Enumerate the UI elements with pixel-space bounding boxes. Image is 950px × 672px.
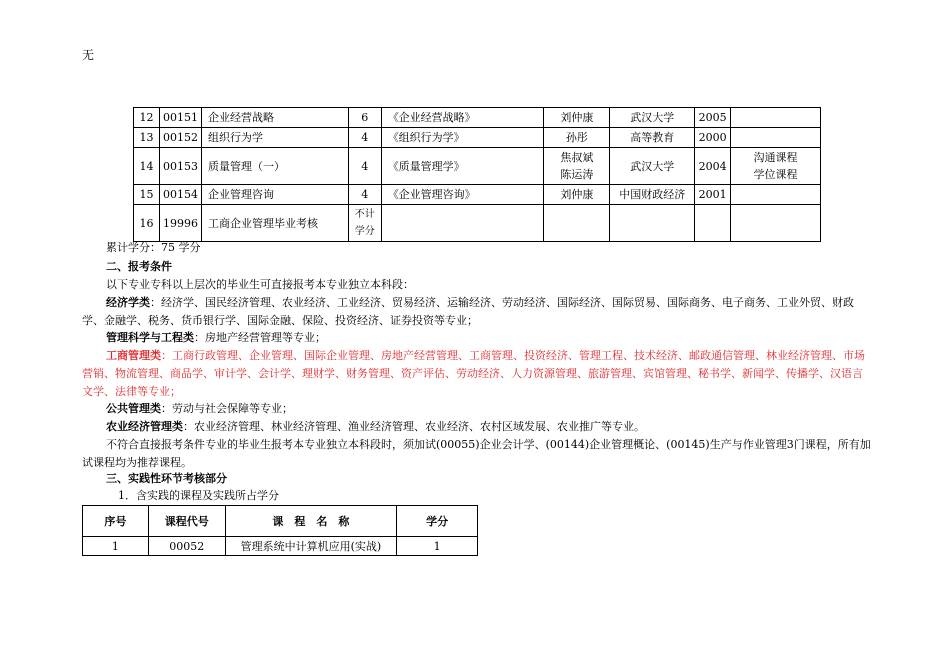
course-credit-cell: 不计 学分: [348, 205, 381, 242]
course-credit-cell: 4: [348, 185, 381, 205]
public-mgmt-label: 公共管理类: [106, 402, 161, 415]
section3-title: 三、实践性环节考核部分: [106, 472, 227, 485]
course-code-cell: 00154: [159, 185, 201, 205]
course-code-cell: 19996: [159, 205, 201, 242]
practice-header-credit: 学分: [397, 506, 478, 537]
course-no-cell: 12: [134, 108, 160, 128]
practice-cell-no: 1: [83, 537, 149, 556]
course-note-cell: [731, 205, 821, 242]
section3-sub: 1．含实践的课程及实践所占学分: [118, 489, 279, 502]
economics-paragraph: [82, 294, 872, 330]
course-table: [133, 107, 821, 242]
table-row: [134, 128, 821, 148]
course-no-cell: 13: [134, 128, 160, 148]
course-textbook-cell: 《企业经营战略》: [381, 108, 544, 128]
table-row: [134, 205, 821, 242]
course-year-cell: 2001: [695, 185, 731, 205]
course-publisher-cell: 高等教育: [610, 128, 695, 148]
course-no-cell: 16: [134, 205, 160, 242]
course-author-cell: 刘仲康: [544, 108, 610, 128]
section2-intro: 以下专业专科以上层次的毕业生可直接报考本专业独立本科段：: [106, 278, 414, 291]
practice-cell-name: 管理系统中计算机应用(实战): [225, 537, 397, 556]
practice-cell-credit: 1: [397, 537, 478, 556]
table-row: [134, 108, 821, 128]
mgmt-sci-label: 管理科学与工程类: [106, 331, 194, 344]
course-year-cell: 2000: [695, 128, 731, 148]
section2-title: 二、报考条件: [106, 260, 172, 273]
course-note-cell: 沟通课程 学位课程: [731, 148, 821, 185]
agri-mgmt-paragraph: [82, 418, 872, 436]
total-credits: 累计学分：75 学分: [106, 241, 201, 254]
course-author-cell: 刘仲康: [544, 185, 610, 205]
course-code-cell: 00152: [159, 128, 201, 148]
public-mgmt-paragraph: [82, 400, 872, 418]
course-name-cell: 质量管理（一）: [201, 148, 348, 185]
course-author-cell: 焦叔斌 陈运涛: [544, 148, 610, 185]
economics-text: ：经济学、国民经济管理、农业经济、工业经济、贸易经济、运输经济、劳动经济、国际经济、国际贸易、国际商务、电子商务、工业外贸、财政学、金融学、税务、货币银行学、国际金融、保险、投资经济、证券投资等专业；: [82, 296, 854, 327]
course-note-cell: [731, 185, 821, 205]
practice-table: [82, 505, 478, 556]
course-code-cell: 00151: [159, 108, 201, 128]
economics-label: 经济学类: [106, 296, 150, 309]
course-code-cell: 00153: [159, 148, 201, 185]
course-name-cell: 企业管理咨询: [201, 185, 348, 205]
course-textbook-cell: [381, 205, 544, 242]
course-note-cell: [731, 108, 821, 128]
mgmt-sci-text: ：房地产经营管理等专业；: [194, 331, 326, 344]
table-row: [134, 185, 821, 205]
biz-mgmt-text: ：工商行政管理、企业管理、国际企业管理、房地产经营管理、工商管理、投资经济、管理工程、技术经济、邮政通信管理、林业经济管理、市场营销、物流管理、商品学、审计学、会计学、理财学、财务管理、资产评估、劳动经济、人力资源管理、旅游管理、宾馆管理、秘书学、新闻学、传播学、汉语言文学、法律等专业；: [82, 349, 865, 398]
course-author-cell: 孙彤: [544, 128, 610, 148]
course-publisher-cell: 中国财政经济: [610, 185, 695, 205]
course-author-cell: [544, 205, 610, 242]
course-no-cell: 15: [134, 185, 160, 205]
course-credit-cell: 4: [348, 148, 381, 185]
course-year-cell: 2004: [695, 148, 731, 185]
table-row: [83, 537, 478, 556]
course-name-cell: 企业经营战略: [201, 108, 348, 128]
public-mgmt-text: ：劳动与社会保障等专业；: [161, 402, 293, 415]
course-textbook-cell: 《企业管理咨询》: [381, 185, 544, 205]
course-year-cell: [695, 205, 731, 242]
course-name-cell: 工商企业管理毕业考核: [201, 205, 348, 242]
agri-mgmt-text: ：农业经济管理、林业经济管理、渔业经济管理、农业经济、农村区域发展、农业推广等专业。: [183, 420, 645, 433]
biz-mgmt-label: 工商管理类: [106, 349, 161, 362]
course-note-cell: [731, 128, 821, 148]
course-publisher-cell: 武汉大学: [610, 148, 695, 185]
practice-header-name: 课 程 名 称: [225, 506, 397, 537]
course-publisher-cell: [610, 205, 695, 242]
course-textbook-cell: 《组织行为学》: [381, 128, 544, 148]
agri-mgmt-label: 农业经济管理类: [106, 420, 183, 433]
course-publisher-cell: 武汉大学: [610, 108, 695, 128]
course-no-cell: 14: [134, 148, 160, 185]
biz-mgmt-paragraph: [82, 347, 872, 401]
course-year-cell: 2005: [695, 108, 731, 128]
course-credit-cell: 4: [348, 128, 381, 148]
table-row: [134, 148, 821, 185]
practice-header-no: 序号: [83, 506, 149, 537]
non-direct-paragraph: 不符合直接报考条件专业的毕业生报考本专业独立本科段时，须加试(00055)企业会计学、(00144)企业管理概论、(00145)生产与作业管理3门课程，所有加试课程均为推荐课程。: [82, 438, 871, 469]
practice-cell-code: 00052: [148, 537, 225, 556]
course-name-cell: 组织行为学: [201, 128, 348, 148]
mgmt-sci-paragraph: [82, 329, 872, 347]
course-credit-cell: 6: [348, 108, 381, 128]
course-textbook-cell: 《质量管理学》: [381, 148, 544, 185]
top-note: 无: [82, 48, 95, 62]
practice-header-code: 课程代号: [148, 506, 225, 537]
